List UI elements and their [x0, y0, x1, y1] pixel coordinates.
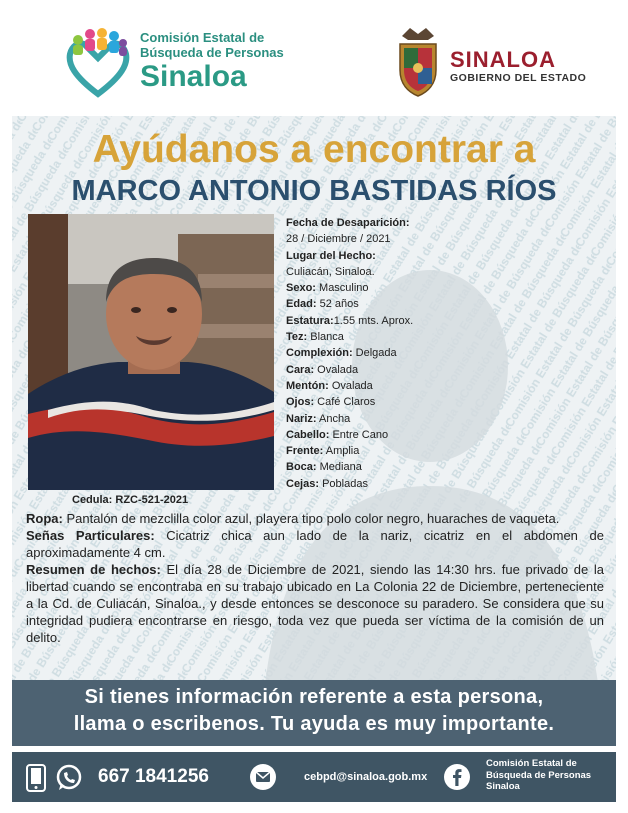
- fact-tez: Tez: Blanca: [286, 331, 344, 344]
- org-line-1: Comisión Estatal de: [140, 30, 265, 45]
- contact-footer: [12, 752, 616, 802]
- facebook-page-name[interactable]: Comisión Estatal de Búsqueda de Personas Sinaloa: [486, 758, 592, 792]
- fact-cabello: Cabello: Entre Cano: [286, 428, 389, 441]
- cta-line-2: llama o escribenos. Tu ayuda es muy importante.: [73, 713, 555, 735]
- fact-fecha-label: Fecha de Desaparición:: [286, 217, 410, 229]
- cedula-label: Cedula: RZC-521-2021: [72, 494, 189, 506]
- gov-title: SINALOA: [450, 47, 556, 72]
- email-address[interactable]: cebpd@sinaloa.gob.mx: [304, 771, 428, 783]
- call-to-action-text: [12, 684, 616, 738]
- state-seal-icon: [394, 26, 442, 98]
- fact-edad: Edad: 52 años: [286, 298, 359, 311]
- mobile-phone-icon: [26, 764, 46, 792]
- senas-paragraph: Señas Particulares: Cicatriz chica aun lado de la nariz, cicatriz en el abdomen de aproximadamente 4 cm.: [26, 528, 604, 560]
- case-description: [26, 510, 604, 646]
- fact-lugar-value: Culiacán, Sinaloa.: [286, 265, 375, 278]
- call-to-action-bar: [12, 680, 616, 746]
- fact-nariz: Nariz: Ancha: [286, 412, 351, 425]
- heading: Ayúdanos a encontrar a: [92, 128, 536, 171]
- poster-header: [12, 12, 616, 112]
- fact-sexo: Sexo: Masculino: [286, 282, 369, 295]
- fact-ojos: Ojos: Café Claros: [286, 396, 376, 409]
- fact-fecha-value: 28 / Diciembre / 2021: [286, 233, 391, 246]
- fact-boca: Boca: Mediana: [286, 461, 362, 474]
- fact-lugar-label: Lugar del Hecho:: [286, 249, 376, 262]
- gov-subtitle: GOBIERNO DEL ESTADO: [450, 72, 587, 84]
- whatsapp-icon: [54, 763, 84, 793]
- cta-line-1: Si tienes información referente a esta persona,: [84, 686, 544, 708]
- person-photo: [28, 214, 274, 490]
- email-icon: [250, 764, 276, 790]
- fact-frente: Frente: Amplia: [286, 445, 360, 458]
- person-name: MARCO ANTONIO BASTIDAS RÍOS: [71, 175, 557, 207]
- org-name: Sinaloa: [140, 60, 247, 93]
- main-panel: [12, 116, 616, 720]
- fact-estatura: Estatura:1.55 mts. Aprox.: [286, 314, 414, 327]
- resumen-paragraph: Resumen de hechos: El día 28 de Diciembre de 2021, siendo las 14:30 hrs. fue privado de la libertad cuando se encontraba en su trabajo ubicado en La Colonia 22 de Diciembre, perteneciente a la Cd. de Culiacán, Sinaloa., y desde entonces se desconoce su paradero. Se considera que su integridad pudiera encontrarse en riesgo, toda vez que pueda ser víctima de la comisión de un delito.: [26, 562, 604, 645]
- person-facts: [286, 215, 606, 492]
- fact-cejas: Cejas: Pobladas: [286, 477, 368, 490]
- fact-complexion: Complexión: Delgada: [286, 347, 397, 360]
- ropa-paragraph: Ropa: Pantalón de mezclilla color azul, playera tipo polo color negro, huaraches de vaqueta.: [26, 511, 560, 526]
- phone-number[interactable]: 667 1841256: [98, 766, 209, 787]
- facebook-icon[interactable]: [444, 764, 470, 790]
- org-name-block: [140, 30, 284, 94]
- government-block: [450, 48, 586, 84]
- fact-cara: Cara: Ovalada: [286, 363, 359, 376]
- people-heart-logo-icon: [64, 28, 132, 98]
- fact-menton: Mentón: Ovalada: [286, 379, 373, 392]
- org-line-2: Búsqueda de Personas: [140, 45, 284, 60]
